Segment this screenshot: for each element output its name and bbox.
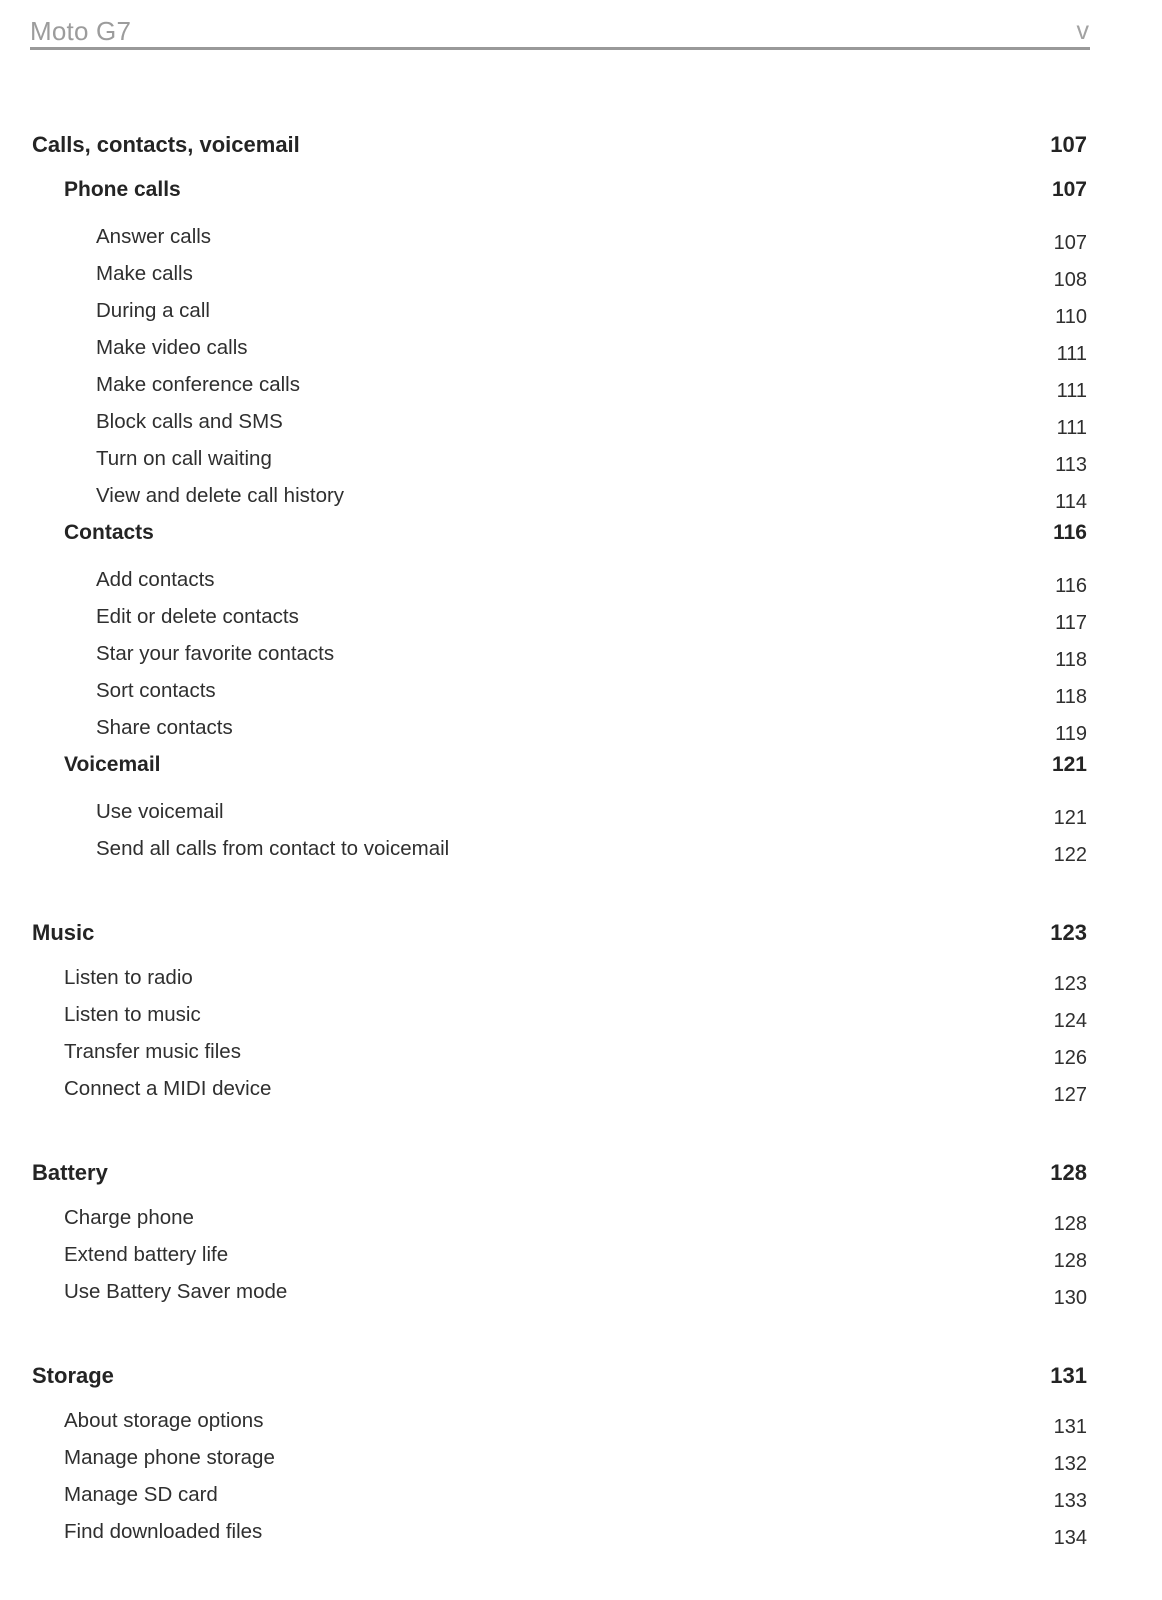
- toc-entry-label: Make video calls: [96, 336, 248, 359]
- toc-entry-label: Listen to music: [64, 1003, 201, 1026]
- toc-entry[interactable]: [0, 920, 1162, 966]
- toc-entry-label: Edit or delete contacts: [96, 605, 299, 628]
- toc-entry-label: Star your favorite contacts: [96, 642, 335, 665]
- toc-entry-label: Use voicemail: [96, 800, 224, 823]
- toc-entry-page-number: 118: [1055, 686, 1087, 708]
- toc-entry-page-number: 132: [1053, 1453, 1087, 1475]
- toc-entry[interactable]: [0, 1520, 1162, 1557]
- toc-entry[interactable]: [0, 1446, 1162, 1483]
- toc-entry-page-number: 108: [1053, 269, 1087, 291]
- toc-entry[interactable]: [0, 262, 1162, 299]
- toc-entry-label: Listen to radio: [64, 966, 193, 989]
- toc-entry[interactable]: [0, 568, 1162, 605]
- toc-section-group: [0, 1160, 1162, 1317]
- header-row: [30, 0, 1090, 46]
- toc-entry-page-number: 116: [1053, 521, 1087, 544]
- toc-entry-page-number: 114: [1055, 491, 1087, 513]
- toc-entry-page-number: 107: [1051, 178, 1087, 201]
- toc-entry[interactable]: [0, 837, 1162, 874]
- toc-entry-label: Block calls and SMS: [96, 410, 283, 433]
- toc-entry-label: Extend battery life: [64, 1243, 229, 1266]
- toc-entry-label: Contacts: [64, 521, 154, 544]
- toc-entry[interactable]: [0, 299, 1162, 336]
- toc-entry[interactable]: [0, 132, 1162, 178]
- toc-entry[interactable]: [0, 1040, 1162, 1077]
- toc-entry-page-number: 127: [1053, 1084, 1087, 1106]
- toc-entry[interactable]: [0, 1243, 1162, 1280]
- toc-entry-label: View and delete call history: [96, 484, 345, 507]
- toc-entry[interactable]: [0, 1160, 1162, 1206]
- toc-entry-label: Use Battery Saver mode: [64, 1280, 288, 1303]
- toc-entry-page-number: 133: [1053, 1490, 1087, 1512]
- toc-entry-label: Find downloaded files: [64, 1520, 263, 1543]
- toc-entry-label: Music: [32, 920, 95, 945]
- toc-entry-label: Make conference calls: [96, 373, 300, 396]
- toc-entry-label: Phone calls: [64, 178, 181, 201]
- toc-entry[interactable]: [0, 1206, 1162, 1243]
- toc-section-group: [0, 920, 1162, 1114]
- toc-entry[interactable]: [0, 679, 1162, 716]
- toc-entry-page-number: 124: [1053, 1010, 1087, 1032]
- toc-entry-page-number: 111: [1056, 417, 1087, 439]
- toc-entry[interactable]: [0, 753, 1162, 800]
- toc-entry[interactable]: [0, 410, 1162, 447]
- toc-entry-page-number: 121: [1053, 807, 1087, 829]
- toc-entry-page-number: 117: [1055, 612, 1087, 634]
- toc-entry-label: Manage phone storage: [64, 1446, 275, 1469]
- toc-entry-page-number: 128: [1050, 1160, 1087, 1185]
- toc-entry-label: Transfer music files: [64, 1040, 241, 1063]
- toc-entry-label: Storage: [32, 1363, 114, 1388]
- toc-entry-label: Manage SD card: [64, 1483, 218, 1506]
- toc-entry-page-number: 131: [1053, 1416, 1087, 1438]
- document-title: Moto G7: [30, 16, 132, 46]
- page-folio-number: v: [1076, 17, 1089, 45]
- toc-entry-page-number: 116: [1055, 575, 1087, 597]
- toc-entry-label: Share contacts: [96, 716, 233, 739]
- toc-entry-label: Charge phone: [64, 1206, 194, 1229]
- toc-entry[interactable]: [0, 642, 1162, 679]
- toc-entry-label: Turn on call waiting: [96, 447, 272, 470]
- table-of-contents: [0, 132, 1162, 1557]
- toc-entry[interactable]: [0, 521, 1162, 568]
- toc-entry[interactable]: [0, 800, 1162, 837]
- toc-entry[interactable]: [0, 1363, 1162, 1409]
- page-running-header: [30, 0, 1090, 52]
- toc-entry-page-number: 122: [1053, 844, 1087, 866]
- toc-entry[interactable]: [0, 1280, 1162, 1317]
- toc-entry-page-number: 110: [1055, 306, 1087, 328]
- toc-entry-page-number: 111: [1056, 380, 1087, 402]
- toc-entry[interactable]: [0, 605, 1162, 642]
- toc-entry[interactable]: [0, 373, 1162, 410]
- toc-entry-label: Answer calls: [96, 225, 212, 248]
- toc-entry-label: Add contacts: [96, 568, 215, 591]
- toc-entry[interactable]: [0, 484, 1162, 521]
- toc-entry[interactable]: [0, 1409, 1162, 1446]
- header-divider-rule: [30, 47, 1090, 50]
- toc-entry-label: Send all calls from contact to voicemail: [96, 837, 450, 860]
- toc-entry[interactable]: [0, 178, 1162, 225]
- toc-entry-label: Connect a MIDI device: [64, 1077, 272, 1100]
- toc-entry[interactable]: [0, 1003, 1162, 1040]
- toc-entry-page-number: 130: [1053, 1287, 1087, 1309]
- toc-entry-page-number: 128: [1053, 1250, 1087, 1272]
- toc-entry-label: Battery: [32, 1160, 108, 1185]
- toc-entry[interactable]: [0, 1077, 1162, 1114]
- toc-entry-page-number: 126: [1053, 1047, 1087, 1069]
- toc-entry-page-number: 134: [1053, 1527, 1087, 1549]
- toc-entry-page-number: 118: [1055, 649, 1087, 671]
- toc-entry-page-number: 113: [1055, 454, 1087, 476]
- toc-entry[interactable]: [0, 336, 1162, 373]
- toc-entry-page-number: 123: [1050, 920, 1087, 945]
- toc-entry-label: During a call: [96, 299, 210, 322]
- toc-entry-label: Sort contacts: [96, 679, 216, 702]
- toc-entry-page-number: 119: [1055, 723, 1087, 745]
- toc-entry-page-number: 128: [1053, 1213, 1087, 1235]
- toc-entry-label: Voicemail: [64, 753, 161, 776]
- toc-entry[interactable]: [0, 1483, 1162, 1520]
- toc-entry[interactable]: [0, 447, 1162, 484]
- toc-entry[interactable]: [0, 716, 1162, 753]
- toc-entry-label: About storage options: [64, 1409, 264, 1432]
- toc-section-group: [0, 1363, 1162, 1557]
- toc-entry-page-number: 123: [1053, 973, 1087, 995]
- toc-entry-label: Make calls: [96, 262, 193, 285]
- toc-entry-page-number: 111: [1056, 343, 1087, 365]
- toc-entry[interactable]: [0, 966, 1162, 1003]
- toc-entry-label: Calls, contacts, voicemail: [32, 132, 300, 157]
- toc-entry-page-number: 131: [1050, 1363, 1087, 1388]
- toc-entry-page-number: 107: [1053, 232, 1087, 254]
- toc-entry-page-number: 121: [1051, 753, 1087, 776]
- toc-entry-page-number: 107: [1050, 132, 1087, 157]
- toc-section-group: [0, 132, 1162, 874]
- toc-entry[interactable]: [0, 225, 1162, 262]
